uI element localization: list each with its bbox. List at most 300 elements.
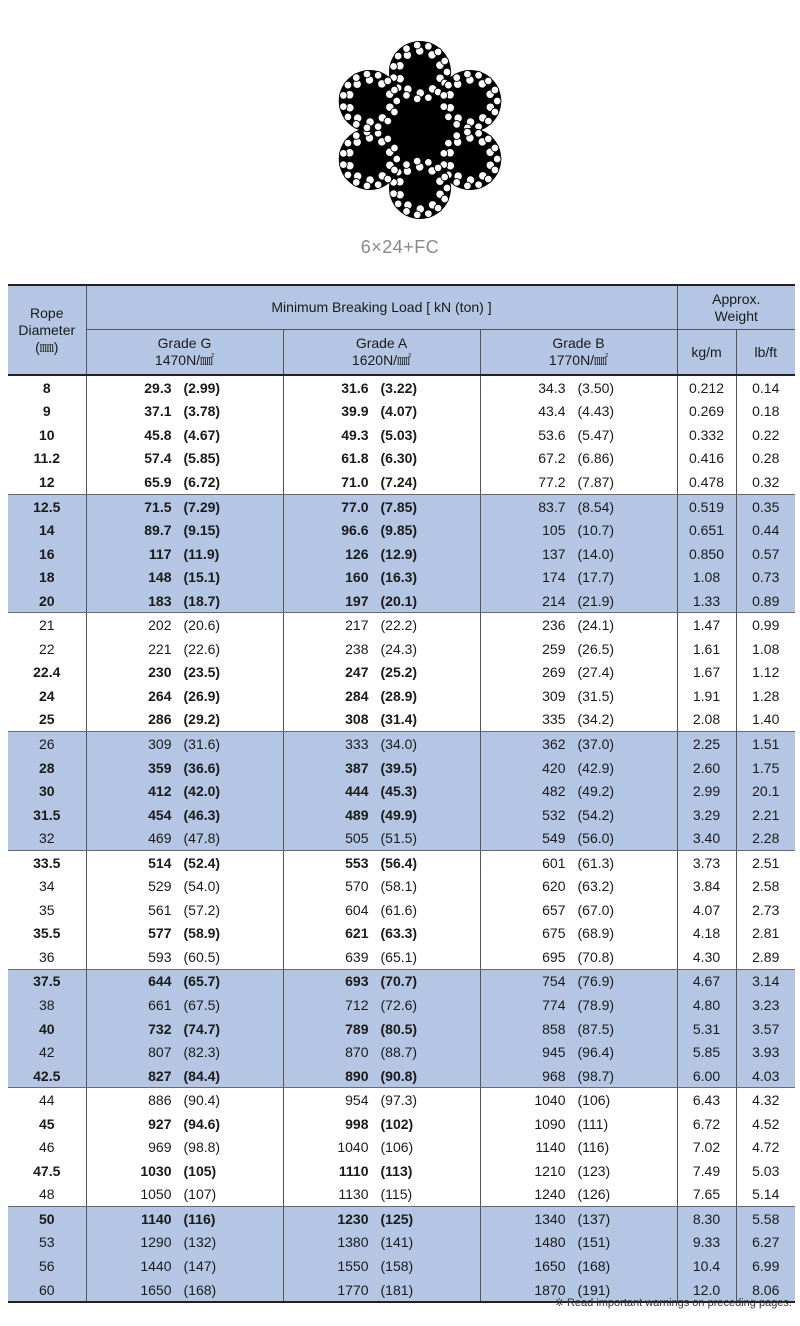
cell-grade-a [283,1088,480,1112]
cell-grade-b-ton: (27.4) [577,664,615,681]
cell-grade-a-value-pair [321,807,443,823]
cell-grade-b-value-pair [518,1068,640,1084]
cell-grade-a [283,375,480,400]
cell-weight-lb-ft: 6.27 [736,1231,795,1255]
cell-rope-diameter: 31.5 [8,803,86,827]
cell-grade-b-value-pair [518,569,640,585]
cell-rope-diameter: 18 [8,565,86,589]
cell-grade-a-ton: (16.3) [380,569,418,586]
cell-weight-lb-ft: 2.58 [736,874,795,898]
cell-grade-b-kn: 549 [542,830,566,847]
cell-grade-a-value-pair [321,688,443,704]
cell-grade-b-ton: (8.54) [577,498,615,515]
cell-grade-g-value-pair [124,427,246,443]
table-row [8,898,795,922]
strand-core [408,60,432,84]
cell-grade-b-value-pair [518,641,640,657]
cell-grade-g-value-pair [124,1211,246,1227]
cell-grade-g-kn: 644 [148,973,172,990]
cell-weight-kg-m: 1.61 [677,637,736,661]
cell-rope-diameter: 8 [42,379,51,396]
cell-weight-kg-m: 0.850 [677,542,736,566]
cell-weight-lb-ft: 1.51 [736,732,795,756]
wire [352,179,360,187]
cell-grade-g-kn: 1030 [140,1162,172,1179]
wire [344,139,352,147]
cell-rope-diameter: 36 [8,945,86,969]
cell-grade-g-ton: (42.0) [183,783,221,800]
cell-rope-diameter: 34 [38,878,55,895]
cell-grade-a-kn: 308 [345,711,369,728]
cell-grade-b-kn: 482 [542,783,566,800]
table-body [8,375,795,1302]
cell-grade-b-ton: (6.86) [577,450,615,467]
cell-grade-g-kn: 561 [148,901,172,918]
cell-grade-a-kn: 712 [345,996,369,1013]
cell-grade-b-ton: (87.5) [577,1020,615,1037]
cell-grade-a-value-pair [321,380,443,396]
cell-weight-kg-m: 3.40 [677,826,736,850]
cell-grade-b-value-pair [518,736,640,752]
table-row [8,637,795,661]
cell-weight-lb-ft: 0.18 [736,400,795,424]
wire [425,159,433,167]
grade-a-label: Grade A [355,335,408,351]
cell-grade-b [480,922,677,946]
cell-grade-b-value-pair [518,830,640,846]
cell-grade-g [86,969,283,993]
cell-grade-g-value-pair [124,760,246,776]
cell-grade-g-ton: (94.6) [183,1115,221,1132]
cell-grade-g-kn: 183 [148,592,172,609]
cell-grade-g-ton: (54.0) [183,878,221,895]
cell-grade-a [283,1040,480,1064]
cell-weight-lb-ft: 4.72 [736,1136,795,1160]
cell-grade-a [283,684,480,708]
cell-grade-b-value-pair [518,783,640,799]
cell-weight-kg-m: 7.02 [677,1136,736,1160]
cell-grade-a-ton: (90.8) [380,1067,418,1084]
cell-grade-g [86,945,283,969]
cell-rope-diameter: 12 [8,470,86,494]
cell-grade-a-ton: (51.5) [380,830,418,847]
cell-grade-b-ton: (111) [577,1115,609,1132]
cell-weight-kg-m: 3.29 [677,803,736,827]
cell-grade-b-kn: 420 [542,759,566,776]
cell-grade-g [86,1136,283,1160]
cell-grade-a-value-pair [321,973,443,989]
cell-grade-b-kn: 532 [542,806,566,823]
cell-rope-diameter: 40 [8,1017,86,1041]
cell-grade-b-kn: 214 [542,592,566,609]
cell-grade-g-ton: (57.2) [183,901,221,918]
wire [445,113,453,121]
wire [453,74,461,82]
cell-weight-kg-m: 1.47 [677,613,736,637]
wire [491,166,499,174]
header-kg-per-m: kg/m [677,330,736,376]
table-row [8,756,795,780]
cell-grade-b-value-pair [518,1021,640,1037]
wire [403,45,411,53]
cell-grade-b [480,1112,677,1136]
wire [413,157,421,165]
cell-grade-b [480,874,677,898]
cell-grade-b [480,732,677,756]
cell-grade-b-value-pair [518,403,640,419]
header-grade-b [480,330,677,376]
cell-rope-diameter: 11.2 [33,450,60,467]
cell-grade-a-value-pair [321,403,443,419]
wire [390,63,398,71]
cell-grade-b-value-pair [518,593,640,609]
cell-weight-kg-m: 1.91 [677,684,736,708]
cell-grade-g-value-pair [124,783,246,799]
cell-grade-b-ton: (7.87) [577,473,615,490]
cell-grade-g-value-pair [124,973,246,989]
cell-grade-b [480,684,677,708]
cell-weight-kg-m: 3.84 [677,874,736,898]
cell-weight-lb-ft: 3.93 [736,1040,795,1064]
grade-g-label: Grade G [157,335,212,351]
cell-grade-b [480,756,677,780]
cell-rope-diameter: 56 [8,1254,86,1278]
cell-grade-b-kn: 601 [542,854,566,871]
cell-grade-a-ton: (28.9) [380,687,418,704]
cell-grade-b [480,518,677,542]
cell-grade-a-kn: 39.9 [341,403,369,420]
cell-grade-g-ton: (22.6) [183,640,221,657]
cell-grade-b-kn: 1210 [534,1162,566,1179]
cell-grade-a [283,1231,480,1255]
table-row [8,779,795,803]
cell-grade-a-kn: 489 [345,806,369,823]
cell-grade-g-kn: 45.8 [144,426,172,443]
cell-grade-g-ton: (82.3) [183,1044,221,1061]
cell-grade-g-kn: 807 [148,1044,172,1061]
cell-grade-a [283,447,480,471]
table-row [8,945,795,969]
cell-grade-a [283,779,480,803]
cell-grade-g [86,613,283,637]
cell-weight-lb-ft: 0.32 [736,470,795,494]
cell-grade-a-ton: (56.4) [380,854,418,871]
cell-grade-b-kn: 695 [542,948,566,965]
cell-grade-a-ton: (115) [380,1186,413,1203]
cell-grade-a-ton: (3.22) [380,379,418,396]
cell-weight-lb-ft: 4.32 [736,1088,795,1112]
cell-grade-g-value-pair [124,807,246,823]
cell-grade-g [86,1254,283,1278]
wire [352,121,360,129]
cell-grade-a-value-pair [321,1116,443,1132]
cell-grade-a [283,969,480,993]
cell-grade-a [283,1112,480,1136]
cell-weight-kg-m: 4.30 [677,945,736,969]
cell-grade-g-value-pair [124,380,246,396]
cell-grade-g-kn: 1140 [141,1210,172,1227]
cell-grade-b-value-pair [518,855,640,871]
cell-grade-a-value-pair [321,593,443,609]
cell-grade-g-ton: (74.7) [183,1020,221,1037]
cell-grade-a [283,470,480,494]
wire [340,92,348,100]
cell-grade-b-ton: (168) [577,1258,611,1274]
cell-grade-g-ton: (7.29) [183,498,221,515]
cell-grade-a-value-pair [321,997,443,1013]
wire [441,57,449,65]
cell-grade-a-ton: (5.03) [380,426,418,443]
table-row [8,850,795,874]
cell-grade-a-kn: 197 [345,592,369,609]
header-rope-diameter-label: Rope Diameter (㎜) [18,304,76,355]
header-rope-diameter [8,285,86,375]
cell-rope-diameter: 33.5 [33,854,61,871]
cell-grade-a [283,1278,480,1303]
cell-grade-a-kn: 890 [345,1067,369,1084]
cell-grade-b-value-pair [518,1139,640,1155]
cell-grade-g-ton: (46.3) [183,806,221,823]
cell-grade-g [86,423,283,447]
cell-grade-b-ton: (98.7) [577,1067,615,1084]
wire [434,204,442,212]
cell-grade-b-value-pair [518,1116,640,1132]
table-row [8,1207,795,1231]
cell-grade-g-value-pair [124,499,246,515]
cell-weight-kg-m: 6.43 [677,1088,736,1112]
cell-grade-b-kn: 620 [542,878,566,895]
cell-grade-g [86,922,283,946]
wire [484,77,492,85]
cell-grade-g [86,850,283,874]
cell-grade-b-kn: 1140 [535,1139,566,1156]
cell-grade-b-kn: 43.4 [538,403,566,420]
header-approx-weight-label: Approx. Weight [712,290,761,324]
cell-grade-g-ton: (84.4) [183,1067,221,1084]
cell-rope-diameter: 21 [38,617,55,634]
cell-grade-b [480,613,677,637]
cell-grade-a-kn: 1770 [337,1281,369,1298]
cell-grade-a-kn: 1110 [338,1162,369,1179]
cell-grade-a-kn: 217 [345,617,369,634]
cell-grade-b [480,542,677,566]
cell-grade-g-ton: (9.15) [183,522,221,539]
cell-grade-b-value-pair [518,1092,640,1108]
wire [413,211,421,219]
cell-grade-g-value-pair [124,546,246,562]
cell-weight-kg-m: 0.651 [677,518,736,542]
cell-weight-kg-m: 9.33 [677,1231,736,1255]
cell-grade-b [480,1183,677,1207]
cell-grade-b-value-pair [518,1044,640,1060]
cell-rope-diameter: 32 [8,826,86,850]
cell-grade-g [86,1159,283,1183]
cell-grade-a-kn: 1380 [337,1234,369,1251]
cell-grade-a [283,637,480,661]
cell-grade-b-value-pair [518,878,640,894]
cell-weight-kg-m: 7.49 [677,1159,736,1183]
cell-grade-b-ton: (126) [577,1186,611,1203]
cell-grade-g [86,1231,283,1255]
cell-rope-diameter: 53 [8,1231,86,1255]
cell-grade-g-ton: (18.7) [183,592,221,609]
cell-grade-a [283,874,480,898]
cell-grade-a-kn: 870 [345,1044,369,1061]
cell-weight-kg-m: 6.00 [677,1064,736,1088]
cell-grade-g [86,756,283,780]
cell-grade-b-ton: (21.9) [577,592,615,609]
cell-grade-b-kn: 105 [542,522,566,539]
cell-grade-g-ton: (116) [183,1210,216,1227]
cell-grade-g [86,826,283,850]
cell-weight-kg-m: 10.4 [677,1254,736,1278]
cell-grade-a-kn: 387 [345,759,369,776]
cell-weight-lb-ft: 0.22 [736,423,795,447]
cell-grade-g-kn: 732 [148,1020,172,1037]
cell-grade-b-kn: 335 [542,711,566,728]
cell-grade-g [86,518,283,542]
cell-rope-diameter: 22.4 [33,664,61,681]
cell-grade-b-value-pair [518,1186,640,1202]
cell-weight-lb-ft: 3.14 [736,969,795,993]
cell-grade-a-ton: (102) [380,1115,414,1132]
cell-grade-b-value-pair [518,925,640,941]
cell-grade-b-kn: 53.6 [538,426,566,443]
wire [363,124,371,132]
cell-grade-a-ton: (4.07) [380,403,418,420]
cell-grade-g-value-pair [124,997,246,1013]
wire [440,92,448,100]
cell-grade-b [480,1254,677,1278]
cell-grade-a-ton: (106) [380,1139,414,1156]
cell-grade-g [86,1040,283,1064]
cell-rope-diameter: 14 [8,518,86,542]
cell-grade-a-kn: 789 [345,1020,369,1037]
cell-weight-kg-m: 5.31 [677,1017,736,1041]
wire [443,184,451,192]
cell-grade-g-ton: (20.6) [183,617,221,634]
table-row [8,993,795,1017]
wire [352,132,360,140]
cell-weight-lb-ft: 0.89 [736,589,795,613]
cell-grade-a-ton: (72.6) [380,996,418,1013]
cell-grade-a-value-pair [321,427,443,443]
cell-weight-kg-m: 1.08 [677,565,736,589]
wire [441,173,449,181]
wire [491,108,499,116]
table-row [8,684,795,708]
cell-weight-lb-ft: 5.58 [736,1207,795,1231]
wire [464,182,472,190]
cell-weight-kg-m: 12.0 [677,1278,736,1303]
cell-grade-b-value-pair [518,617,640,633]
wire [344,113,352,121]
table-row [8,826,795,850]
cell-grade-a-ton: (31.4) [380,711,418,728]
cell-weight-lb-ft: 8.06 [736,1278,795,1303]
cell-grade-b [480,898,677,922]
table-row [8,732,795,756]
table-row [8,1183,795,1207]
wire [391,166,399,174]
cell-weight-lb-ft: 20.1 [736,779,795,803]
cell-grade-b [480,945,677,969]
header-minimum-breaking-load: Minimum Breaking Load [ kN (ton) ] [86,285,677,330]
cell-grade-g [86,447,283,471]
cell-grade-a-value-pair [321,1021,443,1037]
cell-weight-lb-ft: 1.12 [736,661,795,685]
cell-rope-diameter: 37.5 [8,969,86,993]
cell-weight-lb-ft: 0.35 [736,494,795,518]
wire [491,144,499,152]
cell-rope-diameter: 9 [42,403,51,420]
cell-grade-b-kn: 362 [542,735,566,752]
cell-grade-g-kn: 29.3 [144,379,172,396]
cell-grade-b-ton: (106) [577,1092,611,1109]
cell-rope-diameter: 48 [8,1183,86,1207]
cell-grade-g-kn: 886 [148,1092,172,1109]
cell-grade-b [480,1040,677,1064]
cell-weight-lb-ft: 0.44 [736,518,795,542]
cell-grade-g-value-pair [124,925,246,941]
cell-grade-g-kn: 89.7 [144,522,172,539]
cell-grade-b-kn: 34.3 [538,379,566,396]
cell-grade-b-kn: 1650 [534,1258,566,1274]
cell-weight-kg-m: 1.33 [677,589,736,613]
cell-grade-b-ton: (54.2) [577,806,615,823]
table-row [8,1231,795,1255]
cell-grade-a-kn: 96.6 [341,522,369,539]
cell-grade-g-value-pair [124,736,246,752]
cell-grade-b [480,1088,677,1112]
cell-grade-a-kn: 247 [345,664,369,681]
cell-grade-b-kn: 137 [542,545,566,562]
cell-grade-a-ton: (20.1) [380,592,418,609]
cell-grade-a-value-pair [321,1163,443,1179]
cell-grade-a-value-pair [321,711,443,727]
wire [440,150,448,158]
cell-weight-kg-m: 0.269 [677,400,736,424]
table-row [8,1159,795,1183]
cell-grade-a-value-pair [321,1186,443,1202]
cell-grade-a-ton: (39.5) [380,759,418,776]
table-row [8,447,795,471]
cell-weight-lb-ft: 4.52 [736,1112,795,1136]
cell-grade-b [480,637,677,661]
cell-grade-b-kn: 1040 [534,1092,566,1109]
cell-grade-g-kn: 117 [148,545,172,562]
cell-rope-diameter: 16 [8,542,86,566]
cell-rope-diameter: 60 [8,1278,86,1303]
cell-grade-g-value-pair [124,1258,246,1274]
cell-grade-b [480,969,677,993]
cell-grade-b-ton: (42.9) [577,759,615,776]
cell-grade-a-ton: (125) [380,1210,414,1227]
cell-grade-b-ton: (4.43) [577,403,615,420]
wire [384,77,392,85]
cell-grade-a [283,1207,480,1231]
table-row [8,470,795,494]
cell-weight-kg-m: 2.25 [677,732,736,756]
cell-grade-g-value-pair [124,1139,246,1155]
cell-grade-g-value-pair [124,1234,246,1250]
cell-grade-g [86,661,283,685]
cell-grade-a [283,945,480,969]
cell-grade-b-ton: (24.1) [577,617,615,634]
cell-grade-a-value-pair [321,522,443,538]
cell-grade-g-kn: 148 [148,569,172,586]
cell-grade-g-kn: 454 [148,806,172,823]
